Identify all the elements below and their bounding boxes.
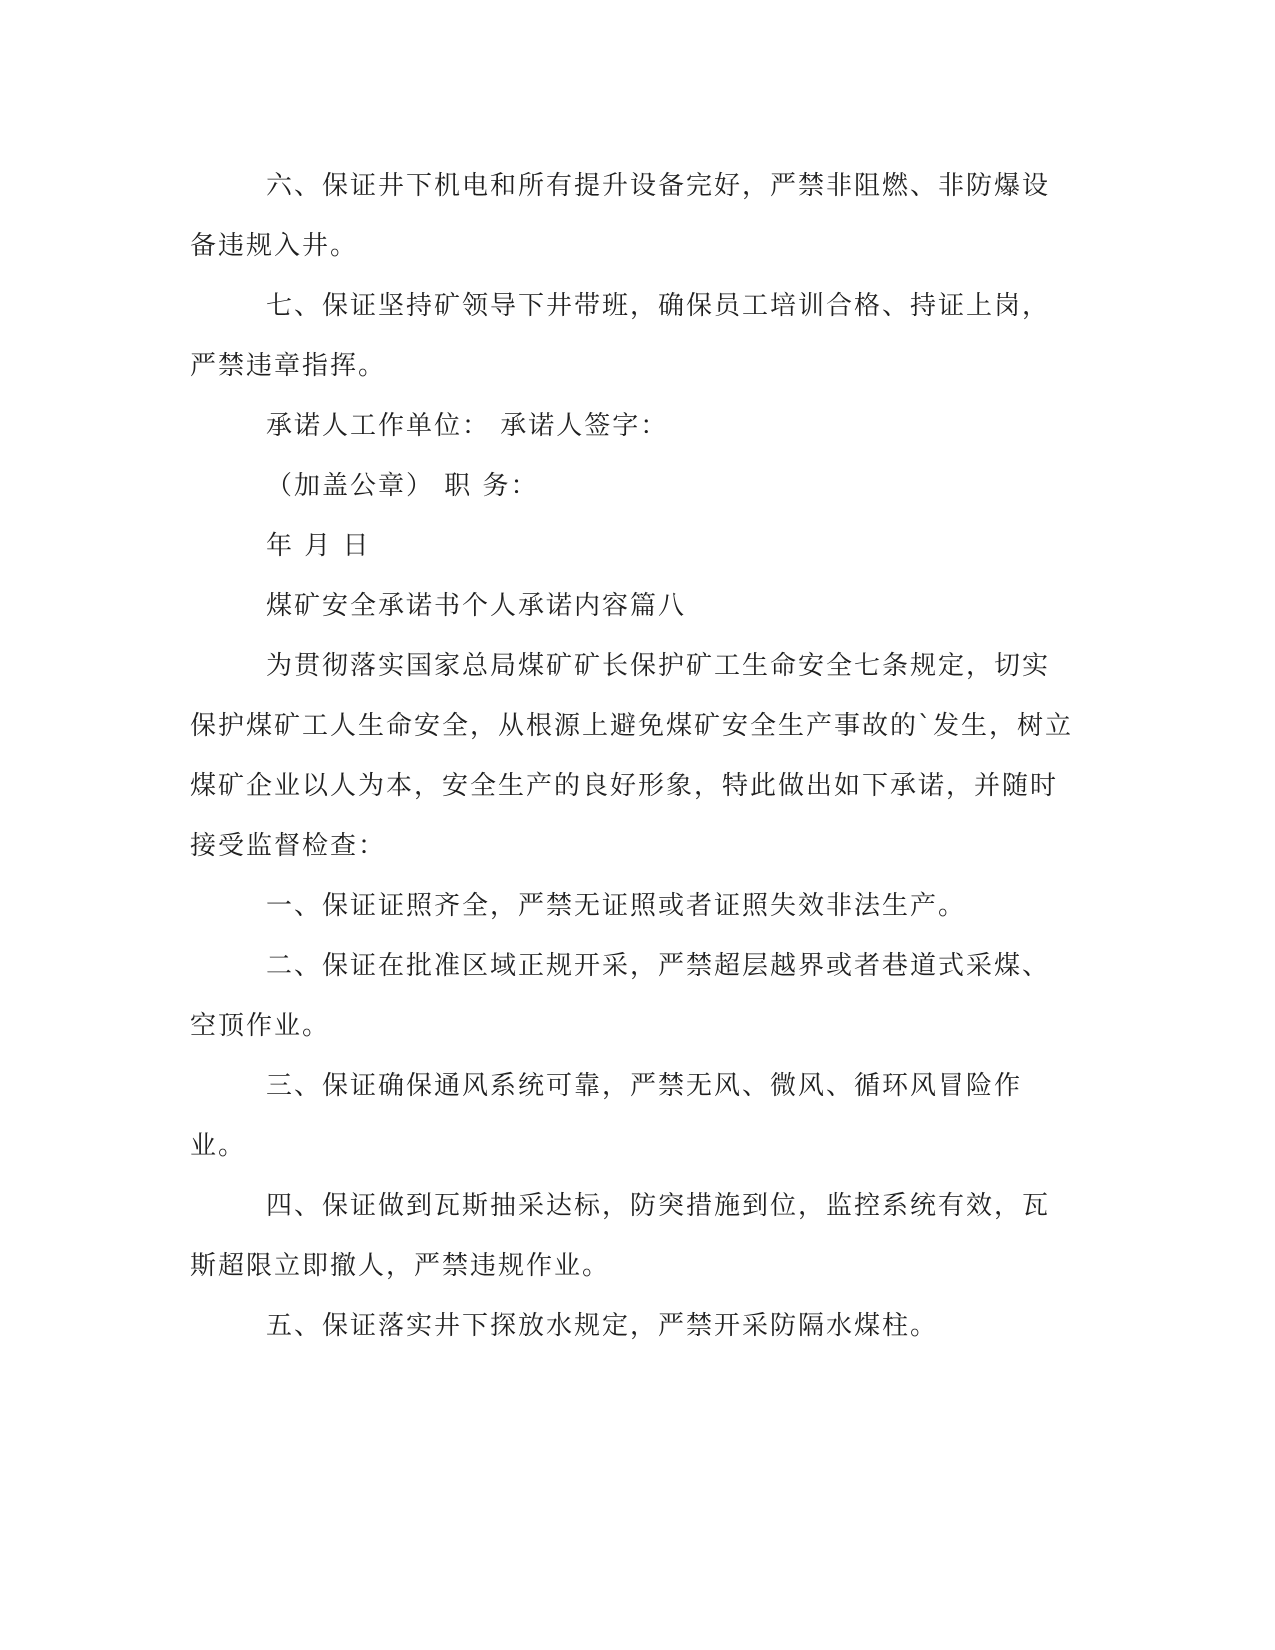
- commitment-3: 三、保证确保通风系统可靠，严禁无风、微风、循环风冒险作业。: [190, 1071, 1023, 1161]
- commitment-1: 一、保证证照齐全，严禁无证照或者证照失效非法生产。: [266, 891, 967, 921]
- commitment-4: 四、保证做到瓦斯抽采达标，防突措施到位，监控系统有效，瓦斯超限立即撤人，严禁违规作业。: [190, 1191, 1051, 1281]
- section-title: 煤矿安全承诺书个人承诺内容篇八: [266, 591, 687, 621]
- document-body: [190, 156, 1075, 1356]
- paragraph-item-7: 七、保证坚持矿领导下井带班，确保员工培训合格、持证上岗，严禁违章指挥。: [190, 291, 1051, 381]
- promisor-unit-and-signature: 承诺人工作单位： 承诺人签字：: [266, 411, 669, 441]
- commitment-5: 五、保证落实井下探放水规定，严禁开采防隔水煤柱。: [266, 1311, 939, 1341]
- commitment-2: 二、保证在批准区域正规开采，严禁超层越界或者巷道式采煤、空顶作业。: [190, 951, 1051, 1041]
- seal-and-position: （加盖公章） 职 务：: [266, 471, 539, 501]
- date-line: 年 月 日: [266, 531, 371, 561]
- paragraph-item-6: 六、保证井下机电和所有提升设备完好，严禁非阻燃、非防爆设备违规入井。: [190, 171, 1051, 261]
- intro-paragraph: 为贯彻落实国家总局煤矿矿长保护矿工生命安全七条规定，切实保护煤矿工人生命安全，从根源上避免煤矿安全生产事故的`发生，树立煤矿企业以人为本，安全生产的良好形象，特此做出如下承诺，并随时接受监督检查：: [190, 651, 1074, 861]
